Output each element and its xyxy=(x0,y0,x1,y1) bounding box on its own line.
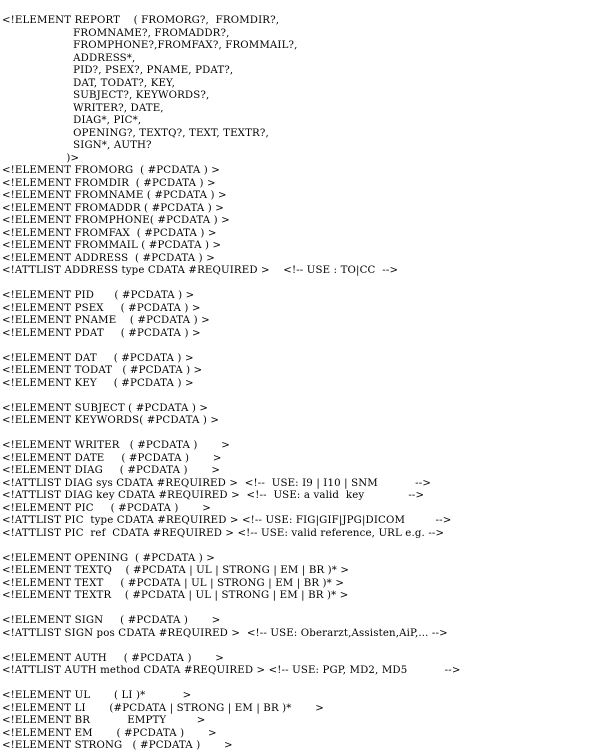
dtd-line: <!ELEMENT FROMFAX ( #PCDATA ) > xyxy=(2,227,217,239)
dtd-line: ADDRESS*, xyxy=(2,52,136,64)
dtd-line: <!ELEMENT TEXTR ( #PCDATA | UL | STRONG | EM | BR )* > xyxy=(2,590,349,601)
dtd-line xyxy=(2,603,461,616)
dtd-line: <!ELEMENT LI (#PCDATA | STRONG | EM | BR )* > xyxy=(2,702,324,714)
dtd-line: <!ELEMENT KEY ( #PCDATA ) > xyxy=(2,377,194,389)
dtd-line: <!ELEMENT TEXT ( #PCDATA | UL | STRONG | EM | BR )* > xyxy=(2,577,345,589)
dtd-line: <!ELEMENT KEYWORDS( #PCDATA ) > xyxy=(2,415,220,426)
dtd-line: <!ELEMENT OPENING ( #PCDATA ) > xyxy=(2,552,215,564)
dtd-line: <!ELEMENT DATE ( #PCDATA ) > xyxy=(2,452,222,464)
dtd-line: <!ELEMENT FROMPHONE( #PCDATA ) > xyxy=(2,215,230,226)
dtd-line: )> xyxy=(2,152,80,164)
dtd-line: <!ELEMENT DIAG ( #PCDATA ) > xyxy=(2,465,221,476)
dtd-line: <!ATTLIST DIAG key CDATA #REQUIRED > <!-- USE: a valid key --> xyxy=(2,490,425,501)
dtd-line: DIAG*, PIC*, xyxy=(2,115,142,126)
dtd-line: <!ELEMENT ADDRESS ( #PCDATA ) > xyxy=(2,252,215,264)
dtd-line: <!ELEMENT TODAT ( #PCDATA ) > xyxy=(2,365,203,376)
dtd-line: <!ELEMENT PIC ( #PCDATA ) > xyxy=(2,502,211,514)
dtd-line: <!ELEMENT DAT ( #PCDATA ) > xyxy=(2,352,194,364)
dtd-line: <!ELEMENT AUTH ( #PCDATA ) > xyxy=(2,652,224,664)
dtd-line: <!ELEMENT FROMADDR ( #PCDATA ) > xyxy=(2,202,224,214)
dtd-line xyxy=(2,278,461,291)
dtd-line: <!ATTLIST PIC ref CDATA #REQUIRED > <!-- USE: valid reference, URL e.g. --> xyxy=(2,527,445,539)
dtd-line: <!ELEMENT EM ( #PCDATA ) > xyxy=(2,727,217,739)
dtd-line: <!ELEMENT SIGN ( #PCDATA ) > xyxy=(2,615,221,626)
dtd-line: WRITER?, DATE, xyxy=(2,102,164,114)
dtd-line: <!ELEMENT REPORT ( FROMORG?, FROMDIR?, xyxy=(2,15,280,26)
dtd-line: <!ELEMENT FROMDIR ( #PCDATA ) > xyxy=(2,177,216,189)
dtd-line xyxy=(2,390,461,403)
dtd-line xyxy=(2,640,461,653)
dtd-line: <!ELEMENT FROMMAIL ( #PCDATA ) > xyxy=(2,240,222,251)
dtd-line: <!ELEMENT PNAME ( #PCDATA ) > xyxy=(2,315,210,326)
dtd-line: <!ELEMENT TEXTQ ( #PCDATA | UL | STRONG | EM | BR )* > xyxy=(2,565,350,576)
dtd-line: <!ELEMENT FROMNAME ( #PCDATA ) > xyxy=(2,190,227,201)
dtd-line: <!ELEMENT STRONG ( #PCDATA ) > xyxy=(2,740,233,751)
dtd-line: OPENING?, TEXTQ?, TEXT, TEXTR?, xyxy=(2,127,269,139)
dtd-line: <!ATTLIST ADDRESS type CDATA #REQUIRED > <!-- USE : TO|CC --> xyxy=(2,265,399,276)
dtd-line: <!ELEMENT PID ( #PCDATA ) > xyxy=(2,290,195,301)
dtd-line: FROMNAME?, FROMADDR?, xyxy=(2,27,230,39)
dtd-line: <!ELEMENT FROMORG ( #PCDATA ) > xyxy=(2,165,220,176)
dtd-line: PID?, PSEX?, PNAME, PDAT?, xyxy=(2,65,234,76)
dtd-line: <!ELEMENT PSEX ( #PCDATA ) > xyxy=(2,302,201,314)
dtd-line xyxy=(2,540,461,553)
dtd-line: <!ELEMENT WRITER ( #PCDATA ) > xyxy=(2,440,230,451)
dtd-line xyxy=(2,428,461,441)
dtd-line: DAT, TODAT?, KEY, xyxy=(2,77,175,89)
dtd-line: <!ATTLIST PIC type CDATA #REQUIRED > <!-- USE: FIG|GIF|JPG|DICOM --> xyxy=(2,515,452,526)
dtd-line: <!ATTLIST AUTH method CDATA #REQUIRED > <!-- USE: PGP, MD2, MD5 --> xyxy=(2,665,461,676)
dtd-line: FROMPHONE?,FROMFAX?, FROMMAIL?, xyxy=(2,40,298,51)
dtd-line: <!ELEMENT PDAT ( #PCDATA ) > xyxy=(2,327,201,339)
dtd-line: <!ATTLIST SIGN pos CDATA #REQUIRED > <!-- USE: Oberarzt,Assisten,AiP,... --> xyxy=(2,627,448,639)
dtd-line: <!ELEMENT BR EMPTY > xyxy=(2,715,206,726)
dtd-line xyxy=(2,678,461,691)
dtd-line xyxy=(2,340,461,353)
dtd-line: <!ELEMENT SUBJECT ( #PCDATA ) > xyxy=(2,402,209,414)
dtd-line: SIGN*, AUTH? xyxy=(2,140,152,151)
dtd-line: <!ELEMENT UL ( LI )* > xyxy=(2,690,192,701)
dtd-line: SUBJECT?, KEYWORDS?, xyxy=(2,90,210,101)
dtd-document xyxy=(2,15,461,753)
dtd-line: <!ATTLIST DIAG sys CDATA #REQUIRED > <!-- USE: I9 | I10 | SNM --> xyxy=(2,477,432,489)
